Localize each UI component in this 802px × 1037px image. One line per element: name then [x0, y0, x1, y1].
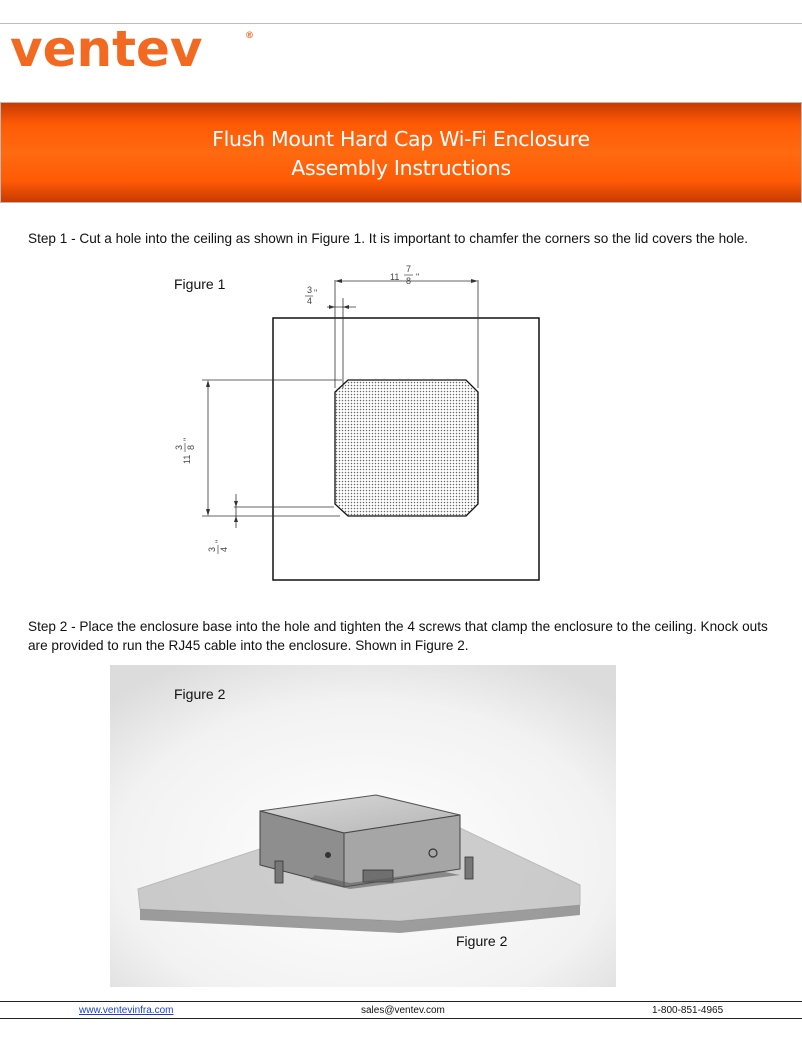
svg-text:": "	[416, 272, 420, 282]
width-dimension-label	[390, 264, 419, 286]
figure2-label: Figure 2	[174, 686, 226, 702]
figure1-drawing	[170, 258, 550, 582]
chamfer-dimension-label-left	[207, 540, 229, 554]
step1-instructions: Step 1 - Cut a hole into the ceiling as shown in Figure 1. It is important to chamfer the corners so the lid covers the hole.	[28, 231, 749, 246]
svg-text:7: 7	[406, 264, 412, 274]
svg-text:": "	[214, 539, 224, 543]
svg-text:11: 11	[390, 272, 400, 282]
contact-email: sales@ventev.com	[361, 1005, 445, 1016]
cutout-hole	[335, 380, 478, 516]
website-link[interactable]: www.ventevinfra.com	[79, 1005, 174, 1016]
figure2-render	[110, 665, 616, 987]
figure2-caption: Figure 2	[456, 933, 508, 949]
svg-text:": "	[314, 288, 318, 298]
svg-text:8: 8	[406, 276, 412, 286]
footer-rule-top	[0, 1001, 802, 1002]
svg-text:4: 4	[307, 296, 313, 306]
svg-text:8: 8	[186, 444, 196, 450]
svg-text:4: 4	[219, 546, 229, 552]
figure1-label: Figure 1	[174, 276, 226, 292]
step2-instructions: Step 2 - Place the enclosure base into the hole and tighten the 4 screws that clamp the enclosure to the ceiling. Knock outs are provided to run the RJ45 cable into the enclosure. Shown in Figure 2.	[28, 619, 768, 653]
contact-phone: 1-800-851-4965	[652, 1005, 724, 1016]
banner-title-line1: Flush Mount Hard Cap Wi-Fi Enclosure	[212, 127, 590, 151]
svg-text:3: 3	[174, 444, 184, 450]
height-dimension-label	[174, 438, 196, 464]
svg-text:11: 11	[182, 454, 192, 464]
svg-text:": "	[182, 437, 192, 441]
svg-text:3: 3	[307, 285, 313, 295]
ventev-logo	[8, 18, 258, 78]
logo-text: ventev	[10, 20, 203, 78]
banner-title-line2: Assembly Instructions	[291, 156, 511, 180]
svg-text:3: 3	[207, 546, 217, 552]
footer-rule-bottom	[0, 1018, 802, 1019]
chamfer-dimension-label-top	[305, 285, 317, 306]
trademark-symbol: ®	[245, 31, 254, 41]
